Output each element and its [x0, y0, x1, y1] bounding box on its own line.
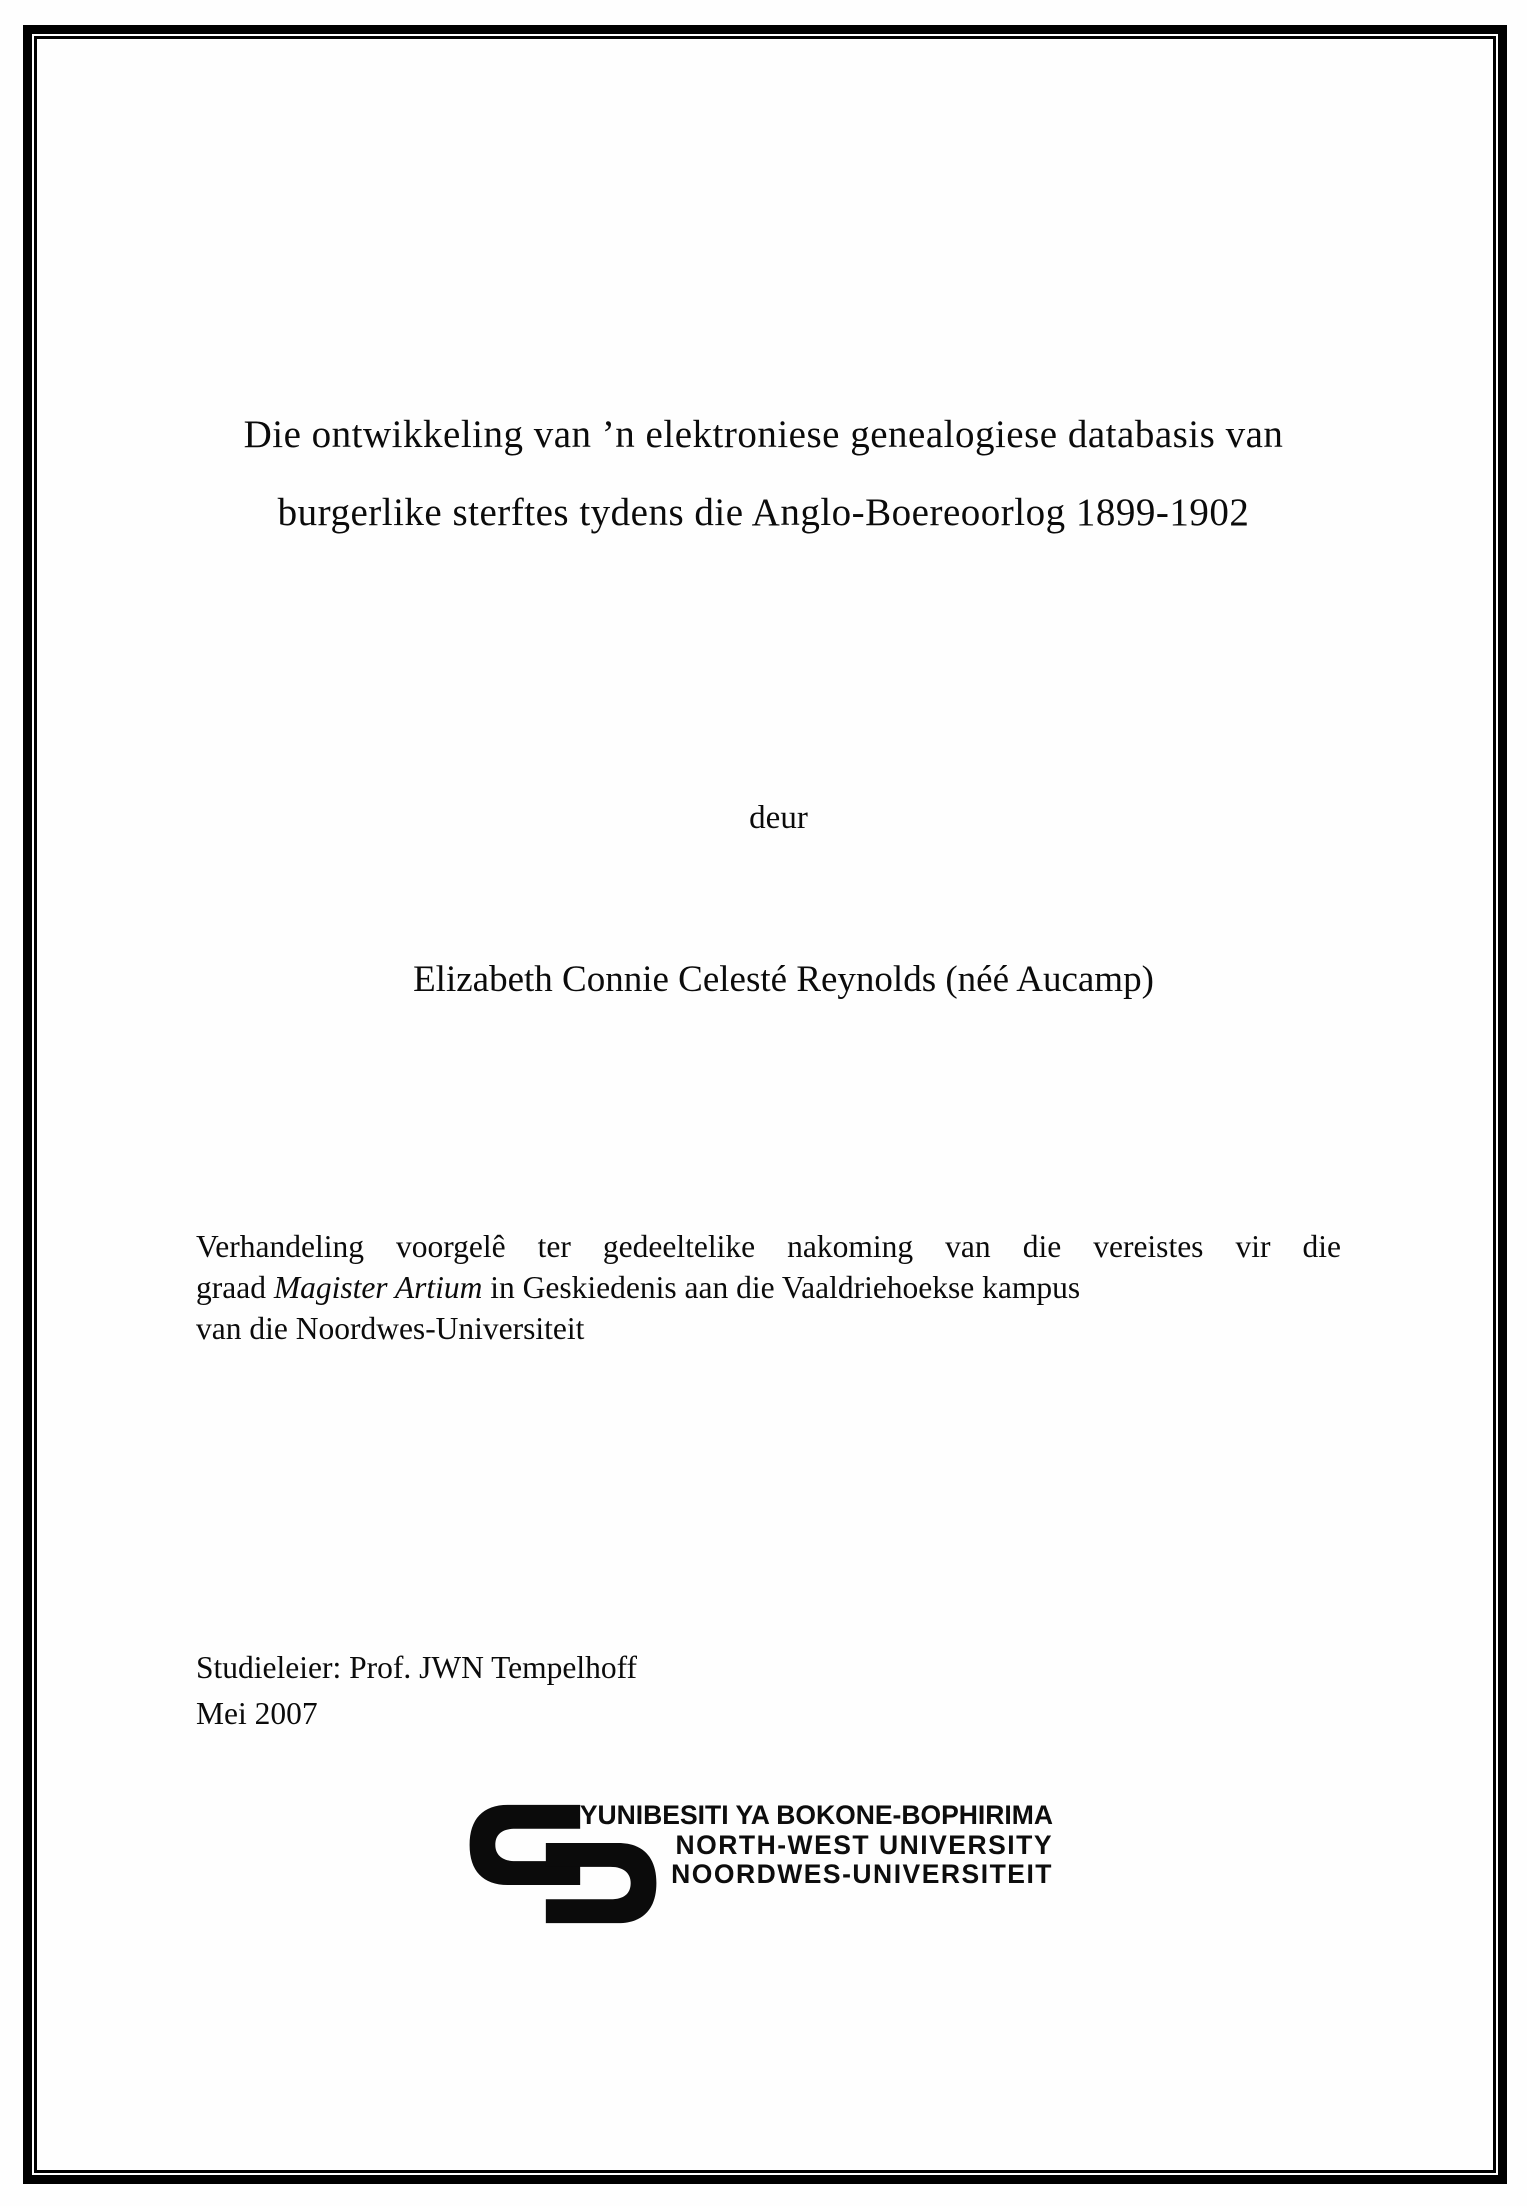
author-name: Elizabeth Connie Celesté Reynolds (néé Aucamp)	[413, 959, 1154, 1000]
university-logo	[467, 1801, 1107, 1931]
logo-text-setswana: YUNIBESITI YA BOKONE-BOPHIRIMA	[579, 1800, 1053, 1830]
supervisor-block	[196, 1645, 637, 1737]
degree-statement-line2-pre: graad	[196, 1270, 274, 1305]
thesis-title	[60, 396, 1467, 552]
date-line: Mei 2007	[196, 1696, 318, 1731]
byline-label: deur	[749, 800, 808, 836]
university-logo-text	[553, 1801, 1053, 1890]
degree-statement-line1: Verhandeling voorgelê ter gedeeltelike nakoming van die vereistes vir die	[196, 1229, 1341, 1264]
logo-text-afrikaans: NOORDWES-UNIVERSITEIT	[671, 1859, 1053, 1889]
logo-text-english: NORTH-WEST UNIVERSITY	[675, 1829, 1053, 1860]
degree-latin-title: Magister Artium	[273, 1270, 483, 1305]
degree-statement-line2	[196, 1267, 1341, 1308]
supervisor-line: Studieleier: Prof. JWN Tempelhoff	[196, 1650, 638, 1685]
thesis-title-line2: burgerlike sterftes tydens die Anglo-Boereoorlog 1899-1902	[277, 491, 1250, 534]
degree-statement	[196, 1226, 1341, 1349]
degree-statement-line2-post: in Geskiedenis aan die Vaaldriehoekse kampus	[482, 1270, 1081, 1305]
thesis-title-line1: Die ontwikkeling van ’n elektroniese genealogiese databasis van	[243, 413, 1284, 456]
degree-statement-line3: van die Noordwes-Universiteit	[196, 1311, 585, 1346]
